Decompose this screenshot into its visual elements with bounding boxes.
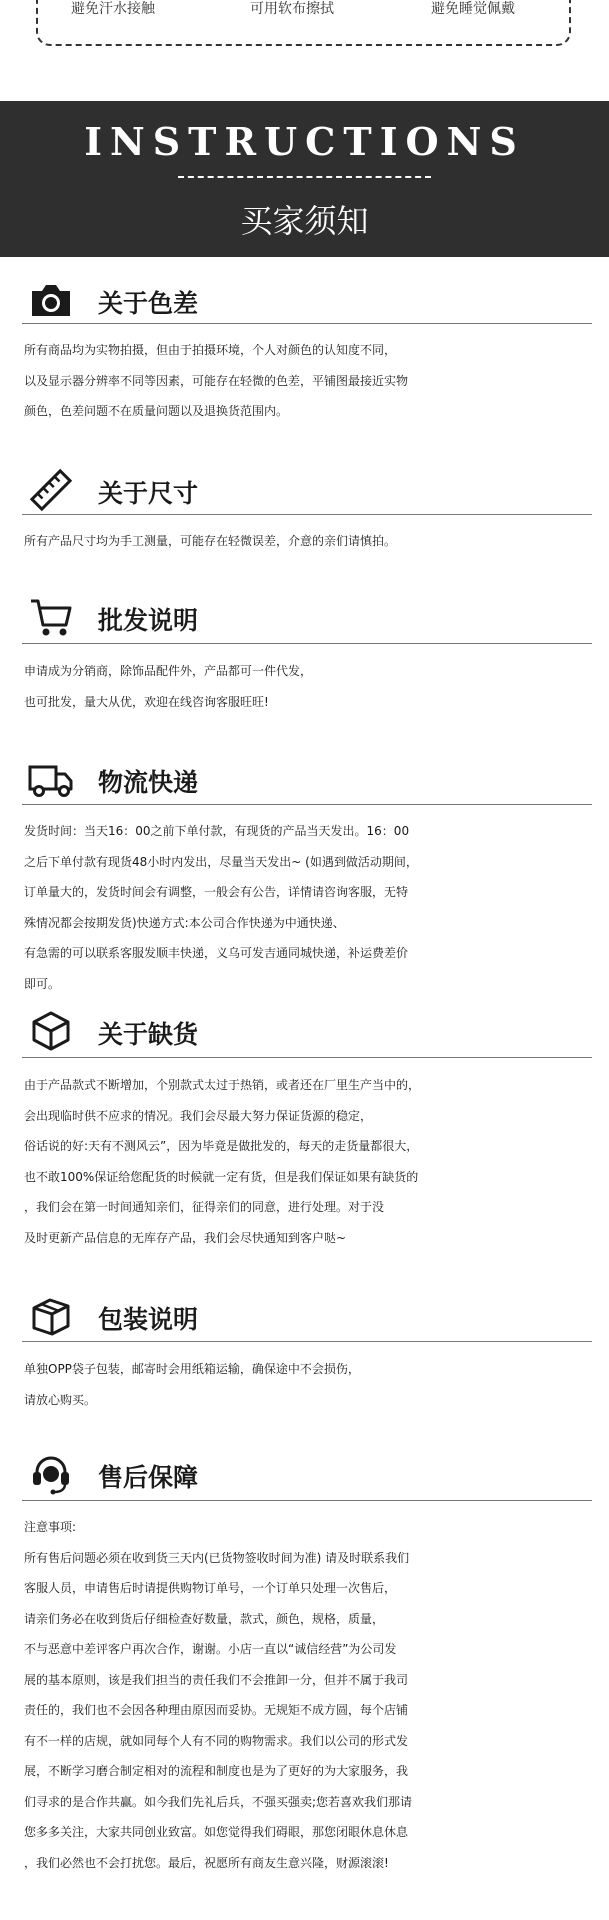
body-line: 单独OPP袋子包装，邮寄时会用纸箱运输，确保途中不会损伤， — [24, 1362, 360, 1376]
body-line: 不与恶意中差评客户再次合作，谢谢。小店一直以“诚信经营”为公司发 — [24, 1642, 397, 1656]
body-line: 所有售后问题必须在收到货三天内(已货物签收时间为准) 请及时联系我们 — [24, 1550, 410, 1565]
section-divider — [22, 323, 592, 324]
section-body-packaging — [24, 1354, 609, 1415]
body-line: ，我们会在第一时间通知亲们，征得亲们的同意，进行处理。对于没 — [24, 1200, 385, 1214]
ruler-icon — [28, 468, 74, 512]
body-line: 由于产品款式不断增加，个别款式太过于热销，或者还在厂里生产当中的， — [24, 1078, 421, 1092]
section-title: 物流快递 — [98, 768, 199, 797]
body-line: 您多多关注，大家共同创业致富。如您觉得我们碍眼，那您闭眼休息休息 — [24, 1825, 409, 1839]
banner-divider — [178, 176, 431, 178]
body-line: 们寻求的是合作共赢。如今我们先礼后兵，不强买强卖;您若喜欢我们那请 — [24, 1794, 413, 1809]
banner-title-zh: 买家须知 — [240, 202, 369, 240]
section-divider — [22, 514, 592, 515]
section-body-color — [24, 335, 609, 427]
section-title: 关于缺货 — [98, 1020, 199, 1049]
body-line: 殊情况都会按期发货)快递方式:本公司合作快递为中通快递、 — [24, 915, 345, 930]
body-line: 客服人员，申请售后时请提供购物订单号，一个订单只处理一次售后， — [24, 1581, 397, 1595]
body-line: 也不敢100%保证给您配货的时候就一定有货，但是我们保证如果有缺货的 — [24, 1169, 419, 1184]
section-title: 关于色差 — [98, 289, 199, 318]
instructions-banner — [0, 101, 609, 257]
section-title: 批发说明 — [98, 606, 199, 635]
section-divider — [22, 1341, 592, 1342]
headset-icon — [28, 1452, 74, 1496]
body-line: 展的基本原则，该是我们担当的责任我们不会推卸一分，但并不属于我司 — [24, 1672, 409, 1687]
body-line: 及时更新产品信息的无库存产品，我们会尽快通知到客户哒~ — [24, 1230, 347, 1245]
section-divider — [22, 643, 592, 644]
camera-icon — [28, 278, 74, 322]
section-header-logistics — [28, 757, 588, 801]
section-title: 关于尺寸 — [98, 479, 199, 508]
body-line: 所有商品均为实物拍摄，但由于拍摄环境，个人对颜色的认知度不同， — [24, 343, 397, 357]
body-line: 也可批发，量大从优，欢迎在线咨询客服旺旺! — [24, 694, 269, 709]
section-divider — [22, 1057, 592, 1058]
badge-caption: 避免睡觉佩戴 — [431, 1, 515, 17]
badge-caption: 避免汗水接触 — [71, 1, 155, 17]
section-body-size — [24, 526, 609, 557]
section-title: 包装说明 — [98, 1305, 199, 1334]
banner-title-en: INSTRUCTIONS — [84, 119, 525, 164]
body-line: 责任的，我们也不会因各种理由原因而妥协。无规矩不成方圆，每个店铺 — [24, 1703, 409, 1717]
box-icon — [28, 1009, 74, 1053]
body-line: 发货时间：当天16：00之前下单付款，有现货的产品当天发出。16：00 — [24, 824, 410, 838]
section-header-color — [28, 278, 588, 322]
package-icon — [28, 1294, 74, 1338]
section-header-stock — [28, 1009, 588, 1053]
section-divider — [22, 1500, 592, 1501]
body-line: ，我们必然也不会打扰您。最后，祝愿所有商友生意兴隆，财源滚滚! — [24, 1855, 389, 1870]
body-line: 请亲们务必在收到货后仔细检查好数量，款式，颜色，规格，质量， — [24, 1611, 385, 1626]
badge-caption: 可用软布擦拭 — [250, 1, 334, 17]
body-line: 展，不断学习磨合制定相对的流程和制度也是为了更好的为大家服务，我 — [24, 1764, 409, 1778]
body-line: 申请成为分销商，除饰品配件外，产品都可一件代发， — [24, 664, 313, 678]
section-header-wholesale — [28, 595, 588, 639]
body-line: 会出现临时供不应求的情况。我们会尽最大努力保证货源的稳定， — [24, 1108, 373, 1123]
cart-icon — [28, 595, 74, 639]
body-line: 有急需的可以联系客服发顺丰快递，义乌可发吉通同城快递，补运费差价 — [24, 946, 409, 960]
body-line: 俗话说的好:天有不测风云”，因为毕竟是做批发的，每天的走货量都很大， — [24, 1139, 419, 1153]
body-line: 请放心购买。 — [24, 1392, 97, 1407]
section-body-wholesale — [24, 656, 609, 717]
section-title: 售后保障 — [98, 1463, 199, 1492]
body-line: 有不一样的店规，就如同每个人有不同的购物需求。我们以公司的形式发 — [24, 1733, 409, 1748]
body-line: 所有产品尺寸均为手工测量，可能存在轻微误差，介意的亲们请慎拍。 — [24, 534, 397, 548]
body-line: 颜色，色差问题不在质量问题以及退换货范围内。 — [24, 404, 289, 418]
body-line: 之后下单付款有现货48小时内发出，尽量当天发出~ (如遇到做活动期间， — [24, 854, 418, 869]
body-line: 订单量大的，发货时间会有调整，一般会有公告，详情请咨询客服，无特 — [24, 885, 409, 899]
truck-icon — [28, 757, 74, 801]
section-header-packaging — [28, 1294, 588, 1338]
section-body-aftersales — [24, 1512, 609, 1878]
section-header-aftersales — [28, 1452, 588, 1496]
body-line: 注意事项: — [24, 1520, 77, 1534]
section-divider — [22, 804, 592, 805]
body-line: 以及显示器分辨率不同等因素，可能存在轻微的色差，平铺图最接近实物 — [24, 373, 409, 388]
body-line: 即可。 — [24, 976, 61, 991]
care-badges-box — [36, 0, 571, 46]
section-body-logistics — [24, 816, 609, 999]
section-body-stock — [24, 1070, 609, 1253]
section-header-size — [28, 468, 588, 512]
